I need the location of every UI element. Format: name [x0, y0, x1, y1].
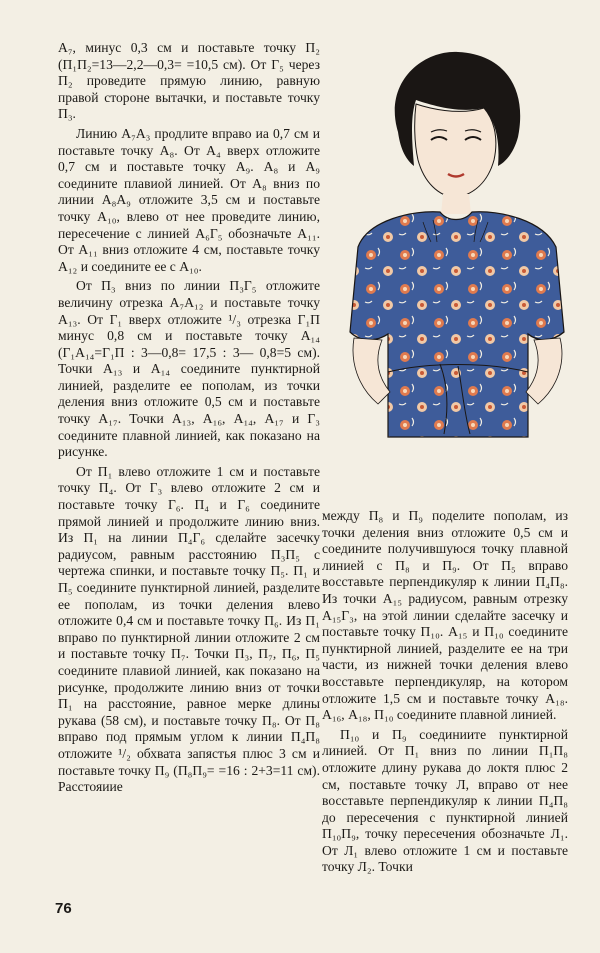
paragraph: От П₁ влево отложите 1 см и поставьте точку П₄. От Г₃ влево отложите 2 см и поставьте точку Г₆. П₄ и Г₆ соедините прямой линией и продолжите линию вниз. Из П₁ на линии П₄Г₆ сделайте засечку радиусом, равным расстоянию П₃П₅ с чертежа спинки, и поставьте точку П₅. П₁ и П₅ соедините пунктирной линией, разделите ее пополам, из точки деления влево отложите 0,4 см и поставьте точку П₆. Из П₁ вправо по пунктирной линии отложите 2 см и поставьте точку П₇. Точки П₃, П₇, П₆, П₅ соедините плавиой линией, как показано на рисунке, продолжите линию вниз от точки П₁ на расстояние, равное мерке длины рукава (58 см), и поставьте точку П₈. От П₈ вправо под прямым углом к линии П₄П₈ отложите ¹/₂ обхвата запястья плюс 3 см и поставьте точку П₉ (П₈П₉= =16 : 2+3=11 см). Расстояиие [58, 463, 320, 795]
left-text-column [58, 40, 320, 796]
right-text-column [322, 508, 568, 876]
paragraph: Линию А₇А₃ продлите вправо иа 0,7 см и поставьте точку А₈. От А₄ вверх отложите 0,7 см и поставьте точку А₉. А₈ и А₉ соедините плавиой линией. От А₈ вниз по линии А₈А₉ отложите 3,5 см и поставьте точку А₁₀, влево от нее проведите линию, пересечение с линией А₆Г₅ обозначьте А₁₁. От А₁₁ вниз отложите 4 см, поставьте точку А₁₂ и соедините ее с А₁₀. [58, 125, 320, 274]
paragraph: А₇, минус 0,3 см и поставьте точку П₂ (П₁П₂=13—2,2—0,3= =10,5 см). От Г₅ через П₂ проведите прямую линию, равную правой стороне вытачки, и поставьте точку П₃. [58, 40, 320, 122]
paragraph: между П₈ и П₉ поделите пополам, из точки деления вниз отложите 0,5 см и соедините получившуюся точку плавной линией с П₈ и П₉. От П₅ вправо восставьте перпендикуляр к линии П₄П₈. Из точки А₁₅ радиусом, равным отрезку А₁₅Г₃, на этой линии сделайте засечку и поставьте точку П₁₀. А₁₅ и П₁₀ соедините пунктирной линией, разделите ее на три части, из нижней точки деления влево восставьте перпендикуляр, на котором отложите 1,5 см и поставьте точку А₁₈. А₁₆, А₁₈, П₁₀ соедините плавной линией. [322, 508, 568, 723]
blouse [350, 212, 564, 437]
face [415, 104, 496, 198]
paragraph: От П₃ вниз по линии П₃Г₅ отложите величину отрезка А₇А₁₂ и поставьте точку А₁₃. От Г₁ вверх отложите ¹/₃ отрезка Г₁П минус 0,8 см и поставьте точку А₁₄ (Г₁А₁₄=Г₁П : 3—0,8= 17,5 : 3— 0,8=5 см). Точки А₁₃ и А₁₄ соедините пунктирной линией, разделите ее пополам, из точки деления вниз отложите 0,5 см и поставьте точку А₁₇. Точки А₁₃, А₁₆, А₁₄, А₁₇ и Г₃ соедините плавной линией, как показано на рисунке. [58, 278, 320, 460]
paragraph: П₁₀ и П₉ соединиите пунктирной линией. От П₁ вниз по линии П₁П₈ отложите длину рукава до локтя плюс 2 см, поставьте точку Л, вправо от нее восставьте перпендикуляр к линии П₄П₈ до пересечения с пунктирной линией П₁₀П₉, точку пересечения обозначьте Л₁. От Л₁ влево отложите 1 см и поставьте точку Л₂. Точки [322, 726, 568, 875]
page-number: 76 [55, 900, 72, 917]
fashion-illustration [328, 42, 578, 452]
